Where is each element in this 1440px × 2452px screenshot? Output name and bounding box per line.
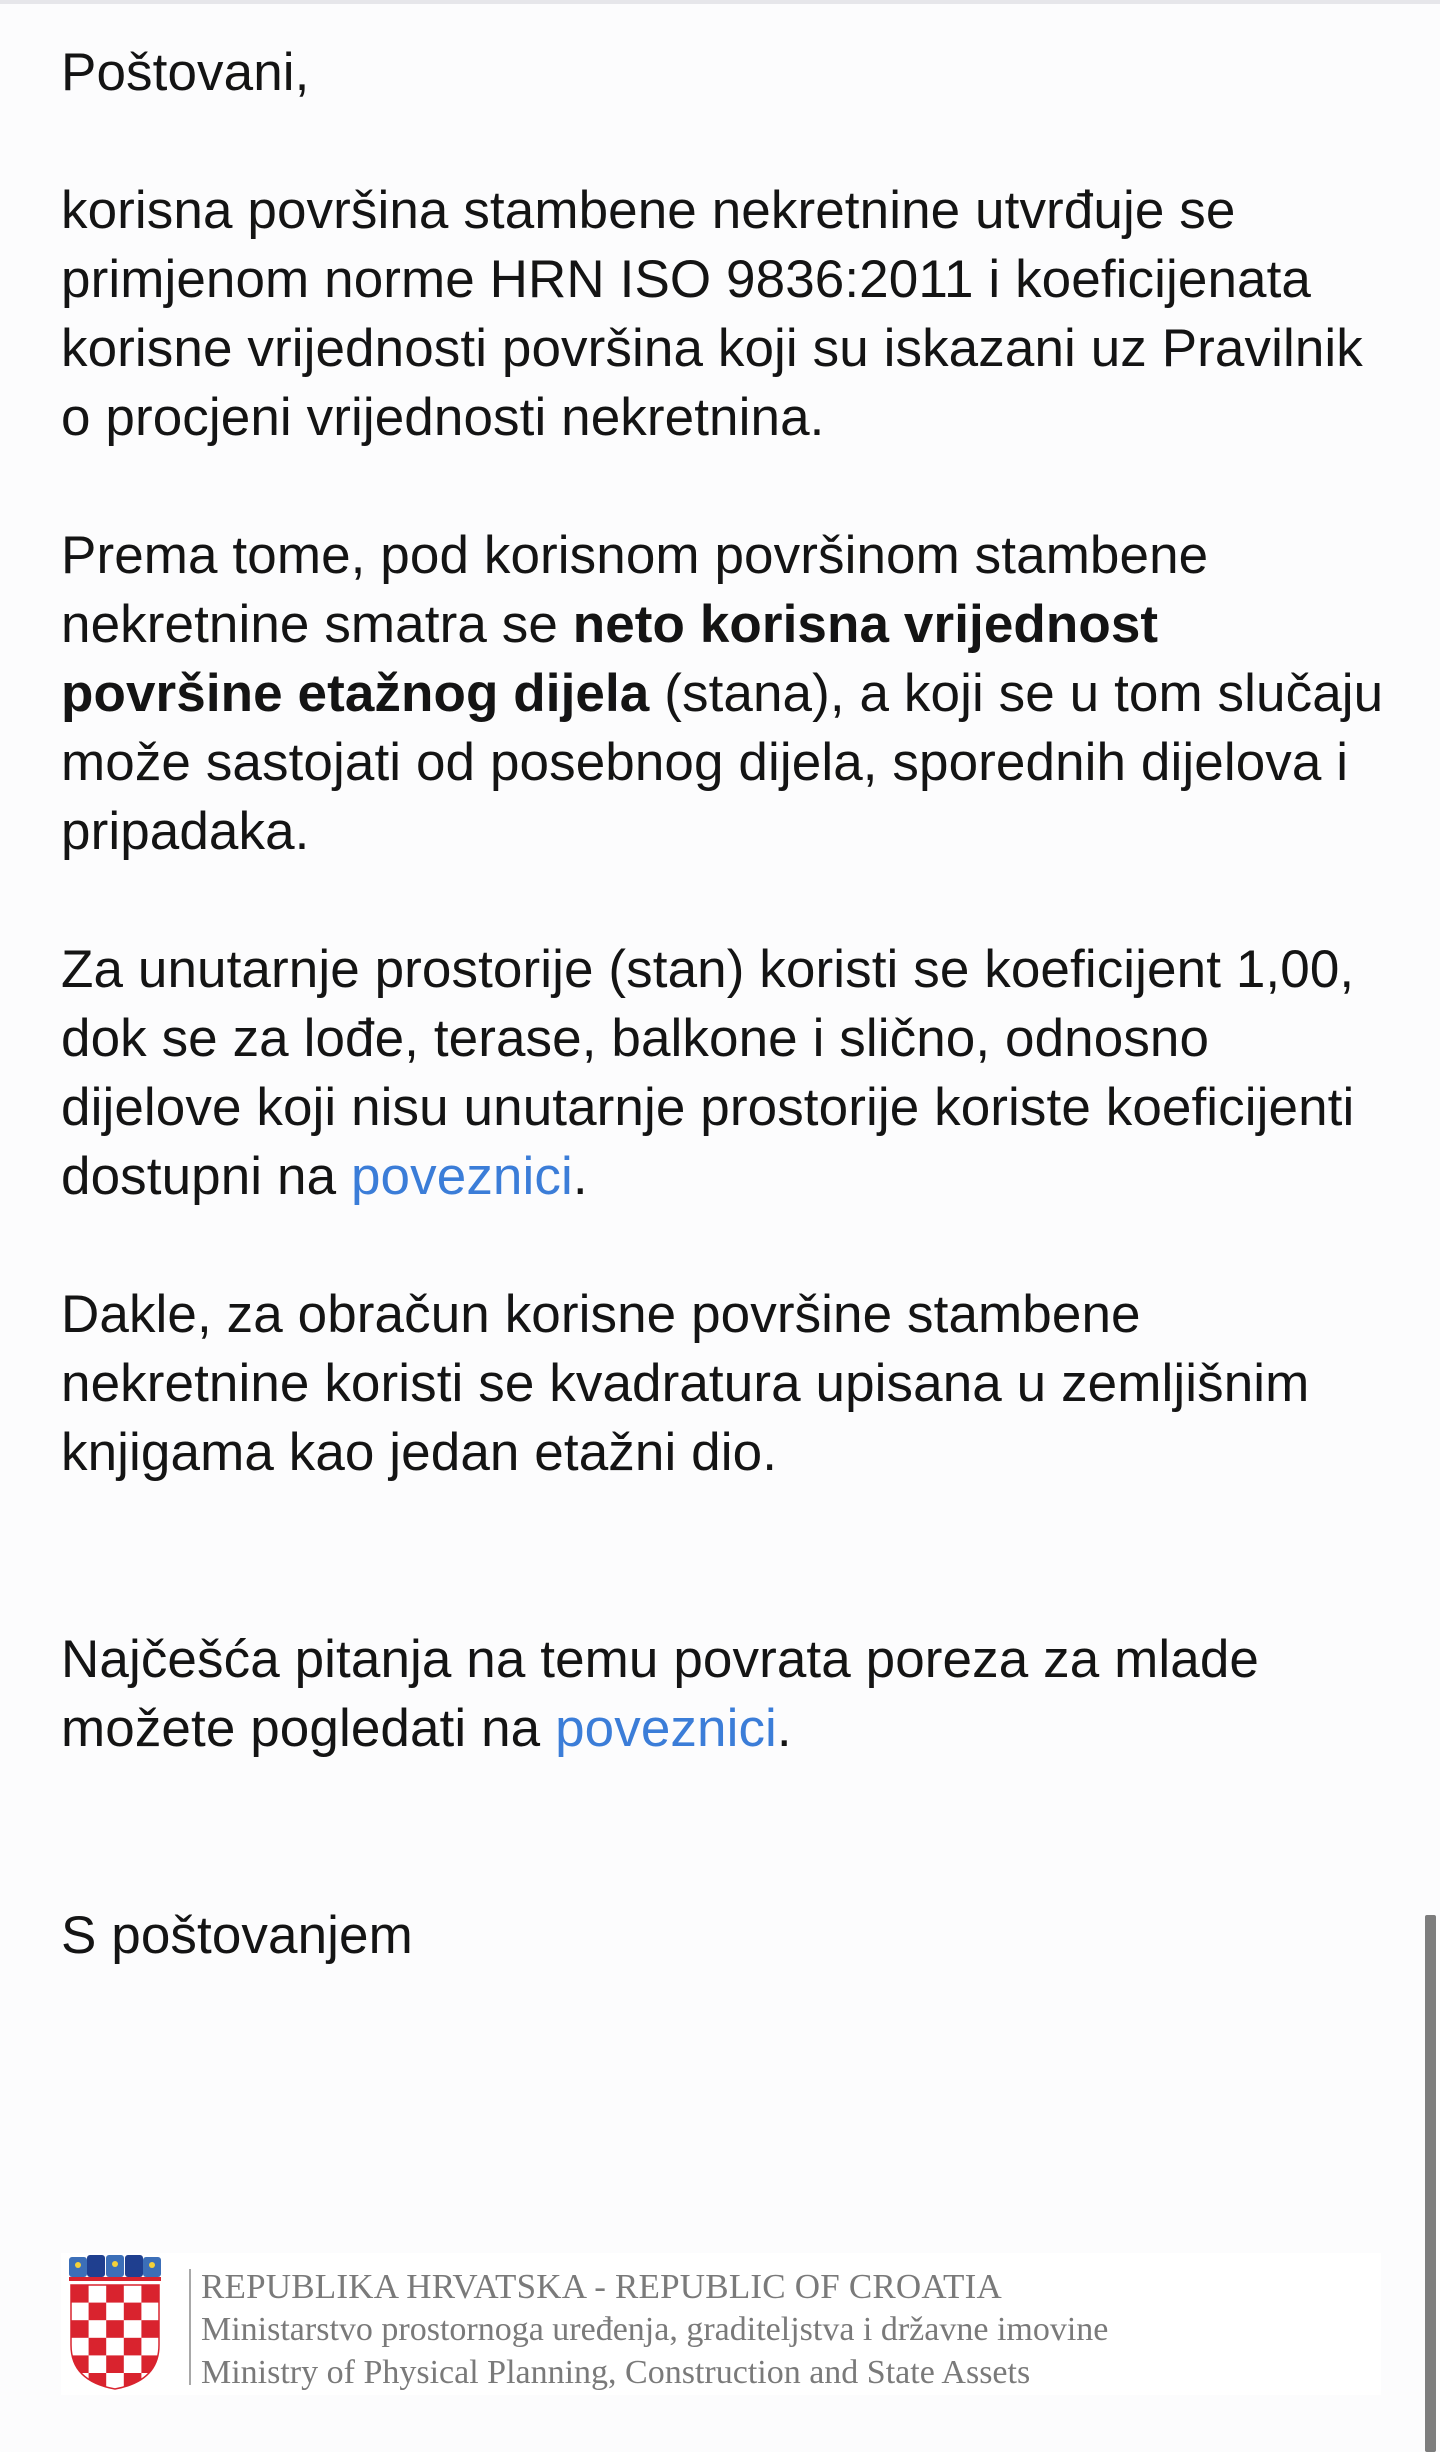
faq-text: Najčešća pitanja na temu povrata poreza za mlade možete pogledati na [61, 1630, 1259, 1758]
signature-divider [189, 2269, 191, 2385]
signature-line-country: REPUBLIKA HRVATSKA - REPUBLIC OF CROATIA [201, 2267, 1002, 2306]
signature-text-block [201, 2265, 1108, 2394]
paragraph-2-text-end: (stana), a koji se u tom slučaju može sastojati od posebnog dijela, sporednih dijelova i pripadaka. [61, 664, 1384, 861]
signature-line-ministry-hr: Ministarstvo prostornoga uređenja, graditeljstva i državne imovine [201, 2311, 1109, 2348]
faq-link[interactable]: poveznici [555, 1699, 777, 1758]
paragraph-3-text: Za unutarnje prostorije (stan) koristi se koeficijent 1,00, dok se za lođe, terase, balkone i slično, odnosno dijelove koji nisu unutarnje prostorije koriste koeficijenti dostupni na [61, 940, 1355, 1206]
email-closing: S poštovanjem [61, 1906, 413, 1965]
paragraph-2-text: Prema tome, pod korisnom površinom stambene nekretnine smatra se [61, 526, 1209, 654]
email-paragraph-3 [61, 935, 1391, 1211]
top-border [0, 0, 1440, 4]
email-body [61, 38, 1391, 1970]
email-signature [61, 2253, 1381, 2395]
scrollbar[interactable] [1425, 1915, 1436, 2452]
email-paragraph-4: Dakle, za obračun korisne površine stambene nekretnine koristi se kvadratura upisana u zemljišnim knjigama kao jedan etažni dio. [61, 1285, 1310, 1482]
paragraph-3-end: . [572, 1147, 588, 1206]
signature-line-ministry-en: Ministry of Physical Planning, Construction and State Assets [201, 2354, 1031, 2391]
email-faq-paragraph [61, 1625, 1391, 1763]
paragraph-2-bold-text: neto korisna vrijednost površine etažnog dijela [61, 595, 1159, 723]
email-paragraph-2 [61, 521, 1391, 866]
email-paragraph-1: korisna površina stambene nekretnine utvrđuje se primjenom norme HRN ISO 9836:2011 i koeficijenata korisne vrijednosti površina koji su iskazani uz Pravilnik o procjeni vrijednosti nekretnina. [61, 181, 1363, 447]
coefficients-link[interactable]: poveznici [350, 1147, 573, 1206]
faq-end: . [776, 1699, 792, 1758]
croatian-coat-of-arms-icon [65, 2255, 165, 2391]
email-greeting: Poštovani, [61, 43, 310, 102]
